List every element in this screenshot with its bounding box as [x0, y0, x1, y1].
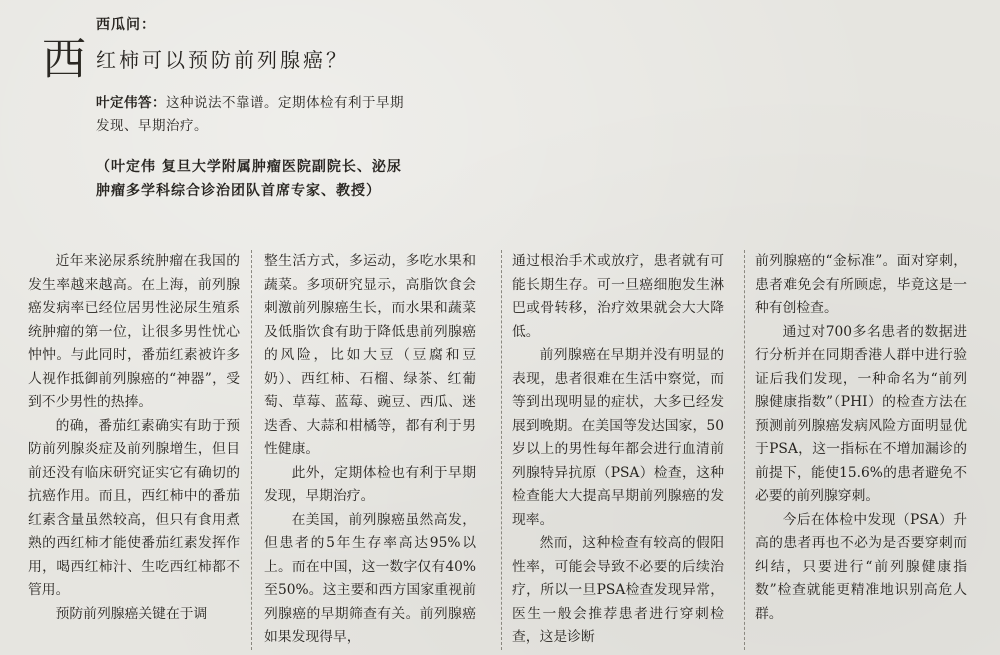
article-paragraph: 然而，这种检查有较高的假阳性率，可能会导致不必要的后续治疗，所以一旦PSA检查发现异常，医生一般会推荐患者进行穿刺检查，这是诊断 — [512, 535, 724, 645]
article-paragraph: 通过对700多名患者的数据进行分析并在同期香港人群中进行验证后我们发现，一种命名为“前列腺健康指数”（PHI）的检查方法在预测前列腺癌发病风险方面明显优于PSA，这一指标在不增加漏诊的前提下，能使15.6%的患者避免不必要的前列腺穿刺。 — [755, 323, 967, 504]
article-column-1 — [28, 250, 240, 626]
article-paragraph: 整生活方式，多运动，多吃水果和蔬菜。多项研究显示，高脂饮食会刺激前列腺癌生长，而水果和蔬菜及低脂饮食有助于降低患前列腺癌的风险，比如大豆（豆腐和豆奶）、西红柿、石榴、绿茶、红葡萄、草莓、蓝莓、豌豆、西瓜、迷迭香、大蒜和柑橘等，都有利于男性健康。 — [264, 253, 476, 457]
article-paragraph: 通过根治手术或放疗，患者就有可能长期生存。可一旦癌细胞发生淋巴或骨转移，治疗效果就会大大降低。 — [512, 253, 724, 340]
article-paragraph: 前列腺癌的“金标准”。面对穿刺，患者难免会有所顾虑，毕竟这是一种有创检查。 — [755, 253, 967, 316]
article-paragraph: 今后在体检中发现（PSA）升高的患者再也不必为是否要穿刺而纠结，只要进行“前列腺健康指数”检查就能更精准地识别高危人群。 — [755, 511, 967, 622]
column-divider — [501, 250, 502, 650]
article-column-3 — [512, 250, 724, 650]
article-column-4 — [755, 250, 967, 626]
expert-bio: （叶定伟 复旦大学附属肿瘤医院副院长、泌尿肿瘤多学科综合诊治团队首席专家、教授） — [96, 159, 402, 199]
article-paragraph: 预防前列腺癌关键在于调 — [55, 605, 208, 622]
article-paragraph: 的确，番茄红素确实有助于预防前列腺炎症及前列腺增生，但目前还没有临床研究证实它有确切的抗癌作用。而且，西红柿中的番茄红素含量虽然较高，但只有食用煮熟的西红柿才能使番茄红素发挥作用，喝西红柿汁、生吃西红柿都不管用。 — [28, 417, 240, 598]
section-initial-character: 西 — [42, 34, 86, 85]
article-column-2 — [264, 250, 476, 650]
column-divider — [744, 250, 745, 650]
article-paragraph: 近年来泌尿系统肿瘤在我国的发生率越来越高。在上海，前列腺癌发病率已经位居男性泌尿生殖系统肿瘤的第一位，让很多男性忧心忡忡。与此同时，番茄红素被许多人视作抵御前列腺癌的“神器”，受到不少男性的热捧。 — [28, 253, 240, 410]
article-paragraph: 此外，定期体检也有利于早期发现，早期治疗。 — [264, 464, 476, 504]
answer-block — [96, 92, 406, 138]
answer-name: 叶定伟答： — [96, 95, 166, 111]
article-paragraph: 前列腺癌在早期并没有明显的表现，患者很难在生活中察觉，而等到出现明显的症状，大多已经发展到晚期。在美国等发达国家，50岁以上的男性每年都会进行血清前列腺特异抗原（PSA）检查，这种检查能大大提高早期前列腺癌的发现率。 — [512, 347, 724, 528]
answer-text: 这种说法不靠谱。定期体检有利于早期发现、早期治疗。 — [96, 95, 404, 134]
question-label: 西瓜问： — [96, 17, 156, 33]
column-divider — [251, 250, 252, 650]
question-headline: 红柿可以预防前列腺癌？ — [96, 48, 349, 72]
article-paragraph: 在美国，前列腺癌虽然高发，但患者的5年生存率高达95%以上。而在中国，这一数字仅有40%至50%。这主要和西方国家重视前列腺癌的早期筛查有关。前列腺癌如果发现得早， — [264, 511, 476, 645]
